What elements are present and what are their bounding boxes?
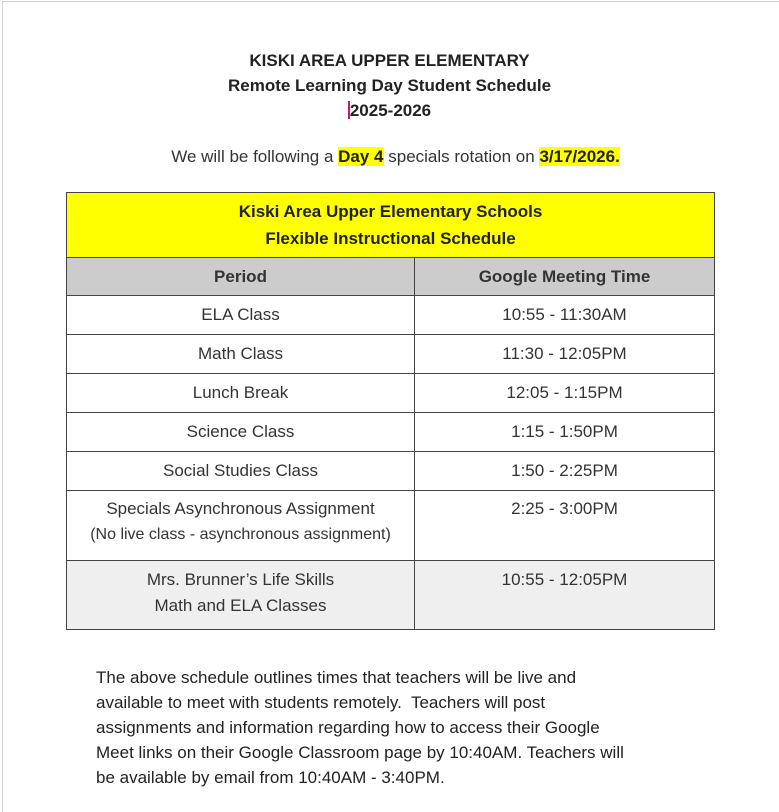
- school-year-text: 2025-2026: [349, 101, 432, 120]
- period-text-line-2: Math and ELA Classes: [154, 596, 327, 615]
- period-cell: Lunch Break: [67, 374, 415, 413]
- time-cell: 10:55 - 11:30AM: [415, 296, 715, 335]
- paragraph-line: available to meet with students remotely. Teachers will post: [96, 693, 546, 712]
- time-cell: 11:30 - 12:05PM: [415, 335, 715, 374]
- table-row: [67, 374, 715, 413]
- column-header-time: Google Meeting Time: [415, 258, 715, 296]
- banner-line-1: Kiski Area Upper Elementary Schools: [238, 202, 543, 221]
- paragraph-line: assignments and information regarding how to access their Google: [96, 718, 600, 737]
- schedule-table: [66, 192, 715, 630]
- rotation-day-highlight: Day 4: [338, 147, 384, 166]
- time-cell: 1:50 - 2:25PM: [415, 452, 715, 491]
- table-banner-row: [67, 193, 715, 258]
- period-cell: Social Studies Class: [67, 452, 415, 491]
- time-cell: 1:15 - 1:50PM: [415, 413, 715, 452]
- document-title-block: [0, 48, 779, 123]
- period-note: (No live class - asynchronous assignment): [90, 526, 391, 543]
- table-row: [67, 335, 715, 374]
- paragraph-line: The above schedule outlines times that teachers will be live and: [96, 668, 577, 687]
- paragraph-line: Meet links on their Google Classroom page by 10:40AM. Teachers will: [96, 743, 624, 762]
- period-cell: Science Class: [67, 413, 415, 452]
- table-row: [67, 561, 715, 630]
- period-cell: [67, 561, 415, 630]
- period-cell: [67, 491, 415, 561]
- period-text: Specials Asynchronous Assignment: [106, 499, 375, 518]
- schedule-title: Remote Learning Day Student Schedule: [227, 76, 552, 95]
- period-text: Mrs. Brunner’s Life Skills: [146, 570, 335, 589]
- time-cell: 12:05 - 1:15PM: [415, 374, 715, 413]
- period-cell: ELA Class: [67, 296, 415, 335]
- time-cell: 2:25 - 3:00PM: [415, 491, 715, 561]
- rotation-notice: [0, 147, 779, 167]
- paragraph-line: be available by email from 10:40AM - 3:40PM.: [96, 768, 445, 787]
- period-cell: Math Class: [67, 335, 415, 374]
- table-banner: [67, 193, 715, 258]
- schedule-explanation-paragraph: [96, 665, 716, 790]
- column-header-period: Period: [67, 258, 415, 296]
- table-row: [67, 452, 715, 491]
- banner-line-2: Flexible Instructional Schedule: [265, 229, 516, 248]
- rotation-prefix: We will be following a: [171, 147, 339, 166]
- school-year[interactable]: [0, 98, 779, 123]
- school-title: KISKI AREA UPPER ELEMENTARY: [249, 51, 530, 70]
- table-row: [67, 296, 715, 335]
- table-row: [67, 413, 715, 452]
- rotation-date-highlight: 3/17/2026.: [539, 147, 620, 166]
- table-row: [67, 491, 715, 561]
- rotation-middle: specials rotation on: [383, 147, 540, 166]
- time-cell: 10:55 - 12:05PM: [415, 561, 715, 630]
- table-header-row: [67, 258, 715, 296]
